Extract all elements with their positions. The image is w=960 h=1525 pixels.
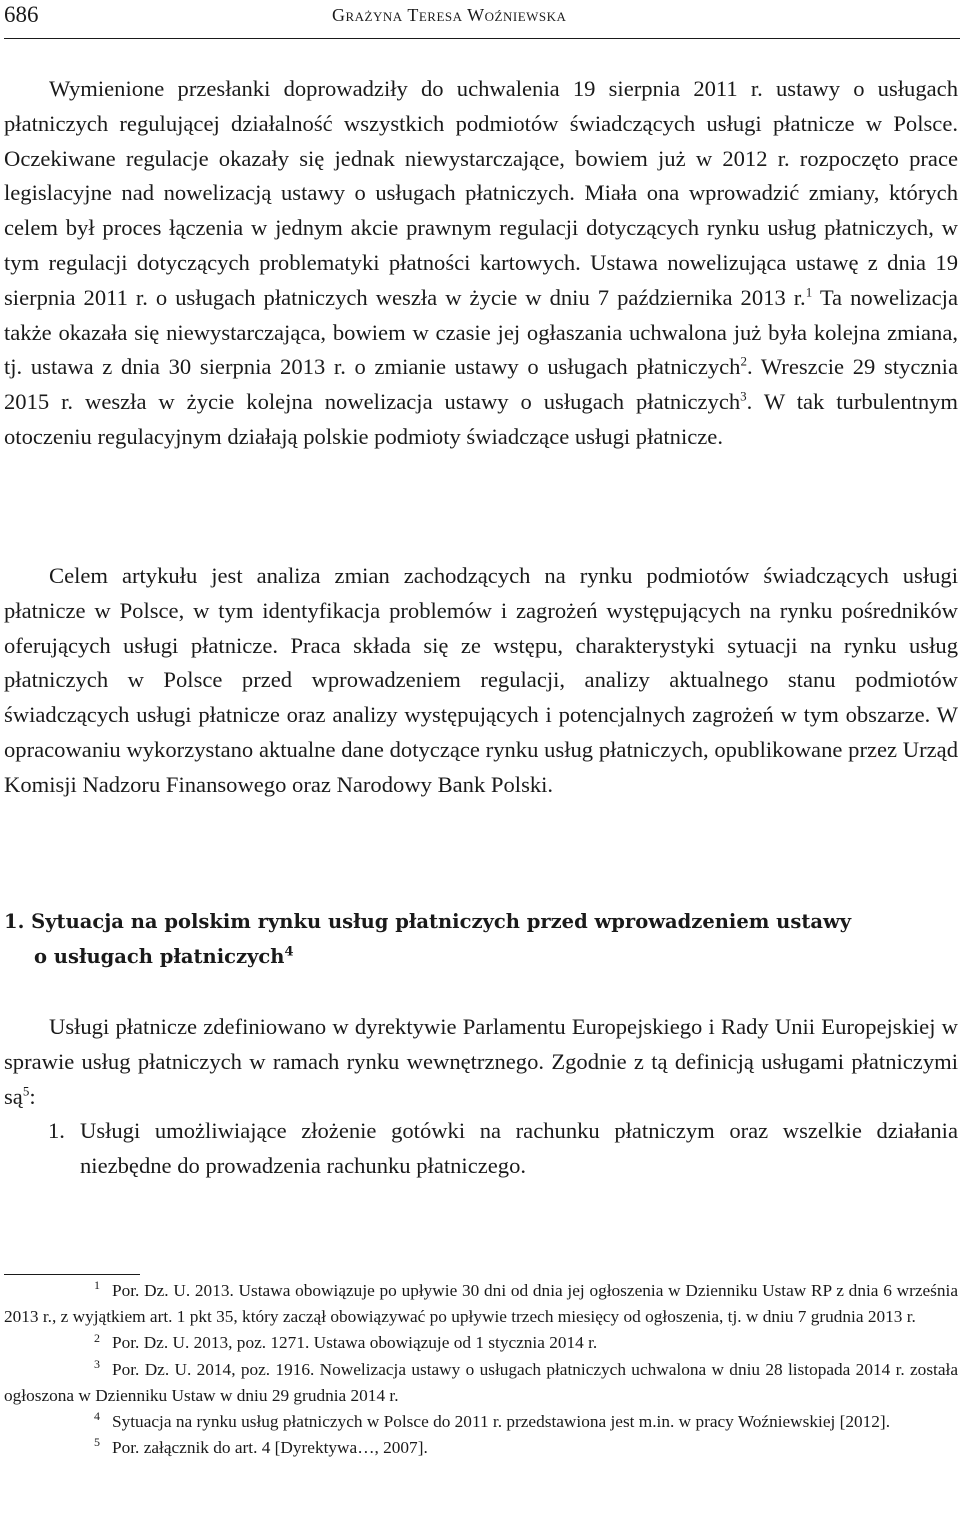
section-heading <box>4 905 851 975</box>
footnote: 5 Por. załącznik do art. 4 [Dyrektywa…, 2007]. <box>94 1435 428 1458</box>
footnote: 2 Por. Dz. U. 2013, poz. 1271. Ustawa obowiązuje od 1 stycznia 2014 r. <box>94 1330 598 1353</box>
page-header <box>4 2 960 34</box>
header-rule <box>4 38 960 39</box>
footnote-ref-5[interactable]: 5 <box>22 1083 30 1099</box>
footnote-ref-4[interactable]: 4 <box>284 944 294 960</box>
page-number: 686 <box>4 2 39 27</box>
running-head: Grażyna Teresa Woźniewska <box>332 5 567 25</box>
paragraph-2 <box>4 559 958 803</box>
footnote-separator <box>4 1274 140 1275</box>
footnote-text: Sytuacja na rynku usług płatniczych w Polsce do 2011 r. przedstawiona jest m.in. w pracy Woźniewskiej [2012]. <box>112 1412 891 1432</box>
footnote-ref-2[interactable]: 2 <box>740 353 747 369</box>
paragraph-1-part-d: . W tak turbulentnym otoczeniu regulacyjnym działają polskie podmioty świadczące usługi płatnicze. <box>4 389 958 449</box>
footnote-text: Por. załącznik do art. 4 [Dyrektywa…, 2007]. <box>112 1438 428 1458</box>
section-heading-line-1: 1. Sytuacja na polskim rynku usług płatniczych przed wprowadzeniem ustawy <box>4 910 852 933</box>
paragraph-2-text: Celem artykułu jest analiza zmian zachodzących na rynku podmiotów świadczących usługi płatnicze w Polsce, w tym identyfikacja problemów i zagrożeń występujących na rynku pośredników oferujących usługi płatnicze. Praca składa się ze wstępu, charakterystyki sytuacji na rynku usług płatniczych w Polsce przed wprowadzeniem regulacji, analizy aktualnego stanu podmiotów świadczących usługi płatnicze oraz analizy występujących i potencjalnych zagrożeń w tym obszarze. W opracowaniu wykorzystano aktualne dane dotyczące rynku usług płatniczych, opublikowane przez Urząd Komisji Nadzoru Finansowego oraz Narodowy Bank Polski. <box>4 563 958 797</box>
paragraph-3-part-b: : <box>29 1083 36 1109</box>
paragraph-1-part-c: . Wreszcie 29 stycznia 2015 r. weszła w życie kolejna nowelizacja ustawy o usługach płatniczych <box>4 354 958 415</box>
footnote-text: Por. Dz. U. 2013. Ustawa obowiązuje po upływie 30 dni od dnia jej ogłoszenia w Dzienniku Ustaw RP z dnia 6 września 2013 r., z wyjątkiem art. 1 pkt 35, który zaczął obowiązywać po upływie trzech miesięcy od ogłoszenia, tj. w dniu 7 grudnia 2013 r. <box>4 1281 958 1327</box>
footnote-text: Por. Dz. U. 2014, poz. 1916. Nowelizacja ustawy o usługach płatniczych uchwalona w dniu 28 listopada 2014 r. została ogłoszona w Dzienniku Ustaw w dniu 29 grudnia 2014 r. <box>4 1359 958 1405</box>
footnote: 3 Por. Dz. U. 2014, poz. 1916. Nowelizacja ustawy o usługach płatniczych uchwalona w dniu 28 listopada 2014 r. została ogłoszona w Dzienniku Ustaw w dniu 29 grudnia 2014 r. <box>4 1356 958 1405</box>
footnote-ref-1[interactable]: 1 <box>805 284 813 300</box>
paragraph-3-part-a: Usługi płatnicze zdefiniowano w dyrektywie Parlamentu Europejskiego i Rady Unii Europejskiej w sprawie usług płatniczych w ramach rynku wewnętrznego. Zgodnie z tą definicją usługami płatniczymi są <box>4 1014 958 1109</box>
list-item <box>48 1114 958 1184</box>
footnotes <box>4 1278 958 1461</box>
paragraph-1-part-a: Wymienione przesłanki doprowadziły do uchwalenia 19 sierpnia 2011 r. ustawy o usługach płatniczych regulującej działalność wszystkich podmiotów świadczących usługi płatnicze w Polsce. Oczekiwane regulacje okazały się jednak niewystarczające, bowiem już w 2012 r. rozpoczęto prace legislacyjne nad nowelizacją ustawy o usługach płatniczych. Miała ona wprowadzić zmiany, których celem był proces łączenia w jednym akcie prawnym regulacji dotyczących rynku usług płatniczych, w tym regulacji dotyczących problematyki płatności kartowych. Ustawa nowelizująca ustawę z dnia 19 sierpnia 2011 r. o usługach płatniczych weszła w życie w dniu 7 października 2013 r. <box>4 76 958 310</box>
paragraph-1 <box>4 72 958 455</box>
paragraph-3 <box>4 1010 958 1114</box>
footnote-text: Por. Dz. U. 2013, poz. 1271. Ustawa obowiązuje od 1 stycznia 2014 r. <box>112 1333 598 1353</box>
list-item-number: 1. <box>48 1118 65 1143</box>
footnote-ref-3[interactable]: 3 <box>740 388 747 404</box>
paragraph-1-part-b: Ta nowelizacja także okazała się niewystarczająca, bowiem w czasie jej ogłaszania uchwalona już była kolejna zmiana, tj. ustawa z dnia 30 sierpnia 2013 r. o zmianie ustawy o usługach płatniczych <box>4 284 958 380</box>
section-heading-line-2: o usługach płatniczych <box>34 944 285 968</box>
list-item-text: Usługi umożliwiające złożenie gotówki na rachunku płatniczym oraz wszelkie działania niezbędne do prowadzenia rachunku płatniczego. <box>80 1118 958 1178</box>
footnote: 4 Sytuacja na rynku usług płatniczych w Polsce do 2011 r. przedstawiona jest m.in. w pracy Woźniewskiej [2012]. <box>94 1409 891 1432</box>
footnote: 1 Por. Dz. U. 2013. Ustawa obowiązuje po upływie 30 dni od dnia jej ogłoszenia w Dzienniku Ustaw RP z dnia 6 września 2013 r., z wyjątkiem art. 1 pkt 35, który zaczął obowiązywać po upływie trzech miesięcy od ogłoszenia, tj. w dniu 7 grudnia 2013 r. <box>4 1278 958 1327</box>
